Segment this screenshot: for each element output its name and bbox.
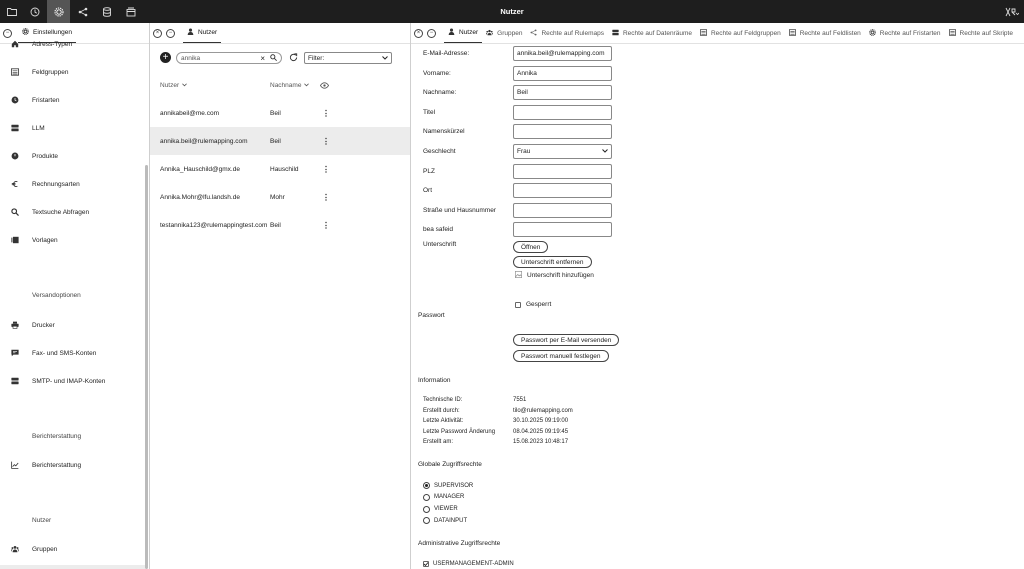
user-lastname: Mohr	[270, 193, 285, 201]
sidebar-item-label: Berichterstattung	[32, 461, 82, 469]
field-label: Nachname:	[423, 89, 457, 97]
section-header-bericht: Berichterstattung	[32, 433, 82, 440]
chat-icon	[10, 348, 20, 358]
role-label: DATAINPUT	[434, 517, 468, 524]
euro-icon	[10, 179, 20, 189]
radio-button[interactable]	[423, 482, 430, 489]
gender-select[interactable]	[513, 144, 612, 159]
group-icon	[486, 29, 493, 38]
share-graph-icon[interactable]	[71, 0, 94, 23]
tab-settings-label: Einstellungen	[33, 29, 73, 36]
tab-detail[interactable]	[526, 23, 608, 43]
server-icon	[10, 376, 20, 386]
tab-label: Rechte auf Datenräume	[622, 29, 692, 37]
chevron-down-icon	[304, 82, 309, 89]
info-label: Letzte Password Änderung	[423, 428, 496, 435]
sidebar-item-label: Adress-Typen	[32, 40, 73, 48]
sidebar-item-label: Drucker	[32, 321, 55, 329]
search-icon[interactable]	[270, 54, 277, 63]
field-label: Titel	[423, 108, 436, 116]
sidebar-item-label: Produkte	[32, 152, 59, 160]
column-lastname-label: Nachname	[270, 82, 302, 89]
admin-right-label: USERMANAGEMENT-ADMIN	[433, 561, 514, 567]
information-section-title: Information	[418, 377, 451, 384]
tab-users-label: Nutzer	[198, 29, 218, 36]
database-icon[interactable]	[95, 0, 118, 23]
sidebar-item[interactable]	[10, 65, 140, 79]
send-password-button[interactable]: Passwort per E-Mail versenden	[513, 334, 619, 346]
field-input[interactable]	[513, 222, 612, 237]
network-icon[interactable]	[1000, 0, 1023, 23]
info-label: Letzte Aktivität:	[423, 418, 464, 424]
column-user-header[interactable]	[160, 82, 187, 89]
role-radio[interactable]	[423, 494, 464, 501]
user-email: annika.beil@rulemapping.com	[160, 137, 248, 145]
sidebar-item-label: Rechnungsarten	[32, 180, 80, 188]
sidebar-item-label: Gruppen	[32, 545, 58, 553]
box-icon[interactable]	[119, 0, 142, 23]
user-email: Annika_Hauschild@gmx.de	[160, 165, 240, 173]
sidebar-item-label: Fristarten	[32, 96, 60, 104]
sidebar-item[interactable]	[10, 149, 140, 163]
field-input[interactable]	[513, 124, 612, 139]
radio-button[interactable]	[423, 517, 430, 524]
info-value: tilo@rulemapping.com	[513, 407, 573, 414]
tab-label: Rechte auf Feldlisten	[799, 29, 861, 37]
close-icon[interactable]: ×	[153, 29, 162, 38]
sidebar-item-label: SMTP- und IMAP-Konten	[32, 377, 106, 385]
more-options-icon[interactable]: ⋮	[322, 164, 330, 174]
sidebar-item[interactable]	[10, 458, 140, 472]
info-label: Erstellt am:	[423, 439, 454, 445]
table-row[interactable]	[150, 99, 410, 127]
role-radio[interactable]	[423, 506, 458, 513]
user-icon	[187, 28, 194, 37]
list-icon	[700, 29, 707, 38]
sidebar-item[interactable]	[10, 318, 140, 332]
server-icon	[612, 29, 619, 38]
clock-icon	[10, 95, 20, 105]
field-label: E-Mail-Adresse:	[423, 50, 470, 57]
tab-detail[interactable]	[865, 23, 945, 43]
gear-icon	[869, 29, 876, 38]
column-user-label: Nutzer	[160, 82, 180, 89]
printer-icon	[10, 320, 20, 330]
tab-label: Rechte auf Rulemaps	[541, 29, 604, 37]
share-icon	[530, 29, 537, 38]
radio-button[interactable]	[423, 494, 430, 501]
role-radio[interactable]	[423, 482, 473, 489]
plus-icon: +	[162, 51, 169, 63]
field-label: Vorname:	[423, 69, 451, 77]
tab-detail[interactable]	[696, 23, 785, 43]
refresh-icon[interactable]	[289, 53, 298, 64]
detail-panel-header	[414, 23, 1024, 43]
remove-signature-button[interactable]: Unterschrift entfernen	[513, 256, 592, 268]
add-signature-row[interactable]	[515, 271, 594, 280]
field-input[interactable]	[513, 66, 612, 81]
more-options-icon[interactable]: ⋮	[322, 136, 330, 146]
settings-scrollbar[interactable]	[145, 165, 148, 569]
global-rights-section-title: Globale Zugriffsrechte	[418, 461, 482, 468]
list-icon	[949, 29, 956, 38]
sidebar-item-label: Vorlagen	[32, 236, 58, 244]
table-row[interactable]	[150, 155, 410, 183]
admin-rights-section-title: Administrative Zugriffsrechte	[418, 540, 501, 547]
table-row[interactable]	[150, 211, 410, 239]
search-box[interactable]	[176, 52, 282, 64]
info-value: 08.04.2025 09:19:45	[513, 428, 569, 435]
filter-label: Filter:	[308, 54, 325, 62]
field-label: Namenskürzel	[423, 128, 465, 136]
admin-right-checkbox[interactable]	[423, 561, 429, 567]
add-user-button[interactable]	[160, 52, 171, 63]
table-row[interactable]	[150, 127, 410, 155]
sidebar-item[interactable]	[10, 542, 140, 556]
home-icon	[10, 39, 20, 49]
more-options-icon[interactable]: ⋮	[322, 220, 330, 230]
gear-icon[interactable]	[47, 0, 70, 23]
top-bar	[0, 0, 1024, 23]
group-icon	[10, 544, 20, 554]
sidebar-item-label: Textsuche Abfragen	[32, 208, 90, 216]
tab-detail[interactable]	[444, 23, 482, 43]
info-value: 30.10.2025 09:19:00	[513, 418, 569, 424]
sidebar-item[interactable]	[10, 177, 140, 191]
role-label: SUPERVISOR	[434, 482, 474, 489]
user-email: testannika123@rulemappingtest.com	[160, 221, 268, 229]
clear-icon[interactable]: ×	[260, 53, 265, 63]
radio-button[interactable]	[423, 506, 430, 513]
chart-icon	[10, 460, 20, 470]
folder-icon[interactable]	[0, 0, 23, 23]
sidebar-item-label: Fax- und SMS-Konten	[32, 349, 97, 357]
role-radio[interactable]	[423, 517, 467, 524]
list-icon	[789, 29, 796, 38]
field-input[interactable]	[513, 105, 612, 120]
sidebar-item-label: Feldgruppen	[32, 68, 69, 76]
collapse-icon[interactable]: −	[427, 29, 436, 38]
search-input[interactable]: annika	[181, 54, 201, 62]
locked-label: Gesperrt	[526, 301, 552, 308]
collapse-icon[interactable]: −	[166, 29, 175, 38]
role-label: MANAGER	[434, 494, 465, 501]
history-icon[interactable]	[23, 0, 46, 23]
field-value: annika.beil@rulemapping.com	[517, 50, 605, 57]
user-icon	[448, 28, 455, 37]
column-lastname-header[interactable]	[270, 82, 309, 89]
section-header-nutzer: Nutzer	[32, 517, 52, 524]
field-input[interactable]	[513, 183, 612, 198]
set-password-button[interactable]: Passwort manuell festlegen	[513, 350, 609, 362]
chevron-down-icon	[382, 55, 388, 62]
field-input[interactable]	[513, 203, 612, 218]
user-lastname: Beil	[270, 221, 281, 229]
locked-checkbox-row[interactable]	[515, 301, 551, 308]
user-lastname: Hauschild	[270, 165, 299, 173]
add-signature-label: Unterschrift hinzufügen	[527, 272, 594, 279]
tab-label: Gruppen	[497, 29, 523, 37]
field-value: Frau	[517, 148, 531, 155]
more-options-icon[interactable]: ⋮	[322, 108, 330, 118]
tab-label: Rechte auf Feldgruppen	[710, 29, 781, 37]
field-label: Straße und Hausnummer	[423, 206, 496, 214]
field-label: Ort	[423, 187, 433, 195]
sidebar-item[interactable]	[10, 374, 140, 388]
info-value: 7551	[513, 397, 527, 403]
app-title: Nutzer	[500, 7, 524, 16]
eye-icon[interactable]	[320, 82, 329, 91]
image-icon	[515, 271, 522, 280]
close-icon[interactable]: ×	[414, 29, 423, 38]
user-lastname: Beil	[270, 137, 281, 145]
section-header-versand: Versandoptionen	[32, 292, 81, 299]
field-input[interactable]	[513, 164, 612, 179]
sidebar-item-label: LLM	[32, 124, 45, 132]
gear-icon	[22, 28, 29, 37]
tab-detail[interactable]	[785, 23, 865, 43]
locked-checkbox[interactable]	[515, 302, 521, 308]
open-signature-button[interactable]: Öffnen	[513, 241, 548, 253]
users-panel-header	[153, 23, 408, 43]
tab-users[interactable]	[183, 23, 221, 43]
signature-label: Unterschrift	[423, 241, 457, 248]
sidebar-item[interactable]	[10, 93, 140, 107]
info-label: Technische ID:	[423, 397, 463, 403]
field-label: PLZ	[423, 167, 435, 175]
field-label: bea safeid	[423, 226, 453, 234]
tab-detail[interactable]	[945, 23, 1017, 43]
info-value: 15.08.2023 10:48:17	[513, 439, 569, 445]
sidebar-item[interactable]	[10, 346, 140, 360]
field-label: Geschlecht	[423, 148, 456, 155]
table-row[interactable]	[150, 183, 410, 211]
detail-tabs	[444, 23, 1017, 43]
user-email: Annika.Mohr@lfu.landsh.de	[160, 193, 240, 201]
tab-detail[interactable]	[608, 23, 696, 43]
collapse-icon[interactable]: −	[3, 29, 12, 38]
chevron-down-icon	[182, 82, 187, 89]
product-icon	[10, 151, 20, 161]
chevron-down-icon	[602, 148, 608, 155]
tab-detail[interactable]	[482, 23, 526, 43]
password-section-title: Passwort	[418, 312, 445, 319]
field-value: Annika	[517, 69, 537, 77]
field-value: Beil	[517, 89, 528, 97]
sidebar-item[interactable]	[10, 37, 140, 51]
template-icon	[10, 235, 20, 245]
field-input[interactable]	[513, 85, 612, 100]
info-label: Erstellt durch:	[423, 407, 460, 414]
list-icon	[10, 67, 20, 77]
user-email: annikabeil@me.com	[160, 109, 219, 117]
tab-label: Rechte auf Skripte	[959, 29, 1013, 37]
sidebar-item[interactable]	[10, 121, 140, 135]
server-icon	[10, 123, 20, 133]
role-label: VIEWER	[434, 506, 458, 513]
user-lastname: Beil	[270, 109, 281, 117]
tab-label: Rechte auf Fristarten	[879, 29, 941, 37]
more-options-icon[interactable]: ⋮	[322, 192, 330, 202]
sidebar-item[interactable]	[10, 233, 140, 247]
admin-right-checkbox-row[interactable]	[423, 561, 514, 567]
field-input[interactable]	[513, 46, 612, 61]
filter-select[interactable]	[304, 52, 392, 64]
search-icon	[10, 207, 20, 217]
tab-label: Nutzer	[459, 29, 479, 36]
sidebar-item[interactable]	[10, 205, 140, 219]
